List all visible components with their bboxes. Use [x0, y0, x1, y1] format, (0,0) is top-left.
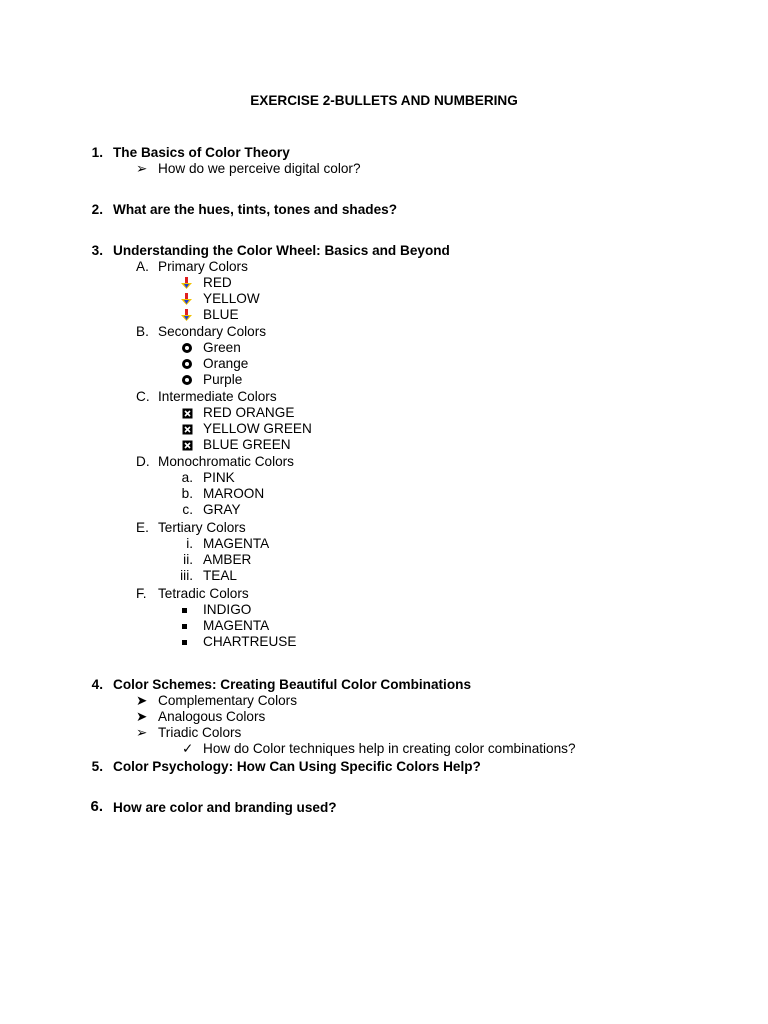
pin-icon [181, 309, 192, 322]
list-item: MAROON [203, 486, 265, 501]
checkbox-x-icon [182, 424, 193, 435]
list-marker: iii. [180, 568, 193, 583]
circle-star-icon [182, 359, 192, 369]
list-item: YELLOW [203, 291, 260, 306]
list-item: YELLOW GREEN [203, 421, 312, 436]
list-item: AMBER [203, 552, 252, 567]
list-item: Complementary Colors [158, 693, 298, 708]
section-heading: Color Psychology: How Can Using Specific Colors Help? [113, 759, 481, 774]
subgroup-letter: F. [136, 586, 147, 601]
section-number: 2. [91, 202, 103, 217]
list-item: CHARTREUSE [203, 634, 297, 649]
circle-star-icon [182, 375, 192, 385]
list-item: PINK [203, 470, 235, 485]
list-item: How do we perceive digital color? [158, 161, 361, 176]
list-item: Orange [203, 356, 249, 371]
arrow-bullet-icon: ➢ [136, 725, 148, 740]
list-marker: i. [186, 536, 193, 551]
subgroup-letter: B. [136, 324, 149, 339]
list-item: How do Color techniques help in creating color combinations? [203, 741, 576, 756]
list-marker: c. [182, 502, 193, 517]
section-number: 4. [91, 677, 103, 692]
list-item: TEAL [203, 568, 237, 583]
section-number: 3. [91, 243, 103, 258]
subgroup-letter: A. [136, 259, 149, 274]
subgroup-letter: C. [136, 389, 150, 404]
list-marker: a. [181, 470, 193, 485]
section-number: 5. [91, 759, 103, 774]
pin-icon [181, 277, 192, 290]
section-number: 6. [90, 798, 103, 815]
section-heading: The Basics of Color Theory [113, 145, 290, 160]
list-item: Purple [203, 372, 243, 387]
subgroup-label: Secondary Colors [158, 324, 267, 339]
list-item: RED ORANGE [203, 405, 295, 420]
subgroup-letter: D. [136, 454, 150, 469]
checkmark-icon: ✓ [182, 741, 194, 756]
arrow-bullet-icon: ➤ [136, 693, 148, 708]
list-item: RED [203, 275, 232, 290]
list-item: Triadic Colors [158, 725, 242, 740]
section-heading: Color Schemes: Creating Beautiful Color Combinations [113, 677, 472, 692]
subgroup-label: Tertiary Colors [158, 520, 246, 535]
circle-star-icon [182, 343, 192, 353]
subgroup-letter: E. [136, 520, 149, 535]
list-item: INDIGO [203, 602, 252, 617]
list-item: MAGENTA [203, 536, 270, 551]
section-heading: How are color and branding used? [113, 800, 337, 815]
square-icon [182, 624, 187, 629]
checkbox-x-icon [182, 440, 193, 451]
section-heading: What are the hues, tints, tones and shades? [113, 202, 398, 217]
section-number: 1. [91, 145, 103, 160]
list-item: MAGENTA [203, 618, 270, 633]
list-item: GRAY [203, 502, 241, 517]
pin-icon [181, 293, 192, 306]
list-item: Green [203, 340, 241, 355]
subgroup-label: Intermediate Colors [158, 389, 277, 404]
subgroup-label: Primary Colors [158, 259, 248, 274]
list-marker: ii. [183, 552, 193, 567]
list-item: BLUE GREEN [203, 437, 291, 452]
subgroup-label: Tetradic Colors [158, 586, 249, 601]
arrow-bullet-icon: ➤ [136, 709, 148, 724]
square-icon [182, 608, 187, 613]
subgroup-label: Monochromatic Colors [158, 454, 294, 469]
square-icon [182, 640, 187, 645]
list-item: Analogous Colors [158, 709, 266, 724]
section-heading: Understanding the Color Wheel: Basics and Beyond [113, 243, 450, 258]
page-title: EXERCISE 2-BULLETS AND NUMBERING [250, 93, 518, 108]
arrow-bullet-icon: ➢ [136, 161, 148, 176]
checkbox-x-icon [182, 408, 193, 419]
list-item: BLUE [203, 307, 239, 322]
list-marker: b. [181, 486, 193, 501]
